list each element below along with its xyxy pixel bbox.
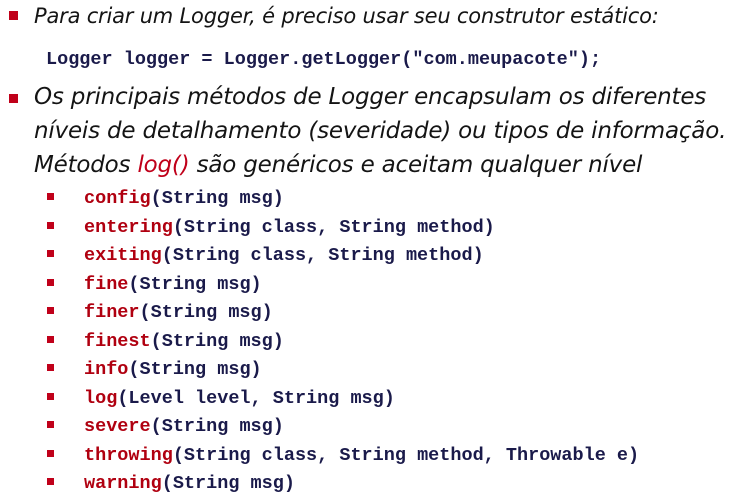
bullet-marker: [9, 11, 18, 20]
bullet-text-line: níveis de detalhamento (severidade) ou tipos de informação.: [34, 118, 727, 144]
method-item: [84, 331, 284, 352]
sub-bullet-marker: [47, 336, 54, 343]
method-item: [84, 274, 262, 295]
sub-bullet-marker: [47, 279, 54, 286]
sub-bullet-marker: [47, 478, 54, 485]
method-item: [84, 416, 284, 437]
text-segment: são genéricos e aceitam qualquer nível: [189, 152, 643, 178]
method-item: [84, 217, 495, 238]
log-highlight: log(): [137, 152, 190, 178]
bullet-text-line: Os principais métodos de Logger encapsulam os diferentes: [34, 84, 707, 110]
method-args: (String msg): [150, 331, 284, 352]
sub-bullet-marker: [47, 364, 54, 371]
method-name: log: [84, 388, 118, 409]
method-args: (String msg): [128, 274, 262, 295]
method-name: severe: [84, 416, 151, 437]
method-name: finer: [84, 302, 140, 323]
method-args: (String msg): [150, 188, 284, 209]
method-item: [84, 245, 484, 266]
method-item: [84, 445, 639, 466]
method-args: (String class, String method): [172, 217, 495, 238]
method-args: (String msg): [128, 359, 262, 380]
method-name: exiting: [84, 245, 162, 266]
method-args: (String msg): [139, 302, 273, 323]
method-args: (String class, String method, Throwable e): [172, 445, 640, 466]
sub-bullet-marker: [47, 421, 54, 428]
sub-bullet-marker: [47, 450, 54, 457]
sub-bullet-marker: [47, 250, 54, 257]
bullet-marker: [9, 94, 18, 103]
method-item: [84, 188, 284, 209]
method-args: (Level level, String msg): [117, 388, 395, 409]
method-name: config: [84, 188, 151, 209]
code-example: Logger logger = Logger.getLogger("com.meupacote");: [46, 49, 602, 70]
method-item: [84, 473, 295, 494]
method-item: [84, 388, 395, 409]
method-name: entering: [84, 217, 173, 238]
method-name: warning: [84, 473, 162, 494]
sub-bullet-marker: [47, 193, 54, 200]
method-name: info: [84, 359, 129, 380]
sub-bullet-marker: [47, 393, 54, 400]
method-name: throwing: [84, 445, 173, 466]
text-segment: Métodos: [34, 152, 138, 178]
sub-bullet-marker: [47, 307, 54, 314]
method-args: (String msg): [150, 416, 284, 437]
method-args: (String msg): [161, 473, 295, 494]
sub-bullet-marker: [47, 222, 54, 229]
bullet-text-line: [34, 152, 642, 178]
method-name: fine: [84, 274, 129, 295]
bullet-text: Para criar um Logger, é preciso usar seu construtor estático:: [34, 4, 659, 28]
method-name: finest: [84, 331, 151, 352]
method-item: [84, 302, 273, 323]
method-args: (String class, String method): [161, 245, 484, 266]
method-item: [84, 359, 262, 380]
